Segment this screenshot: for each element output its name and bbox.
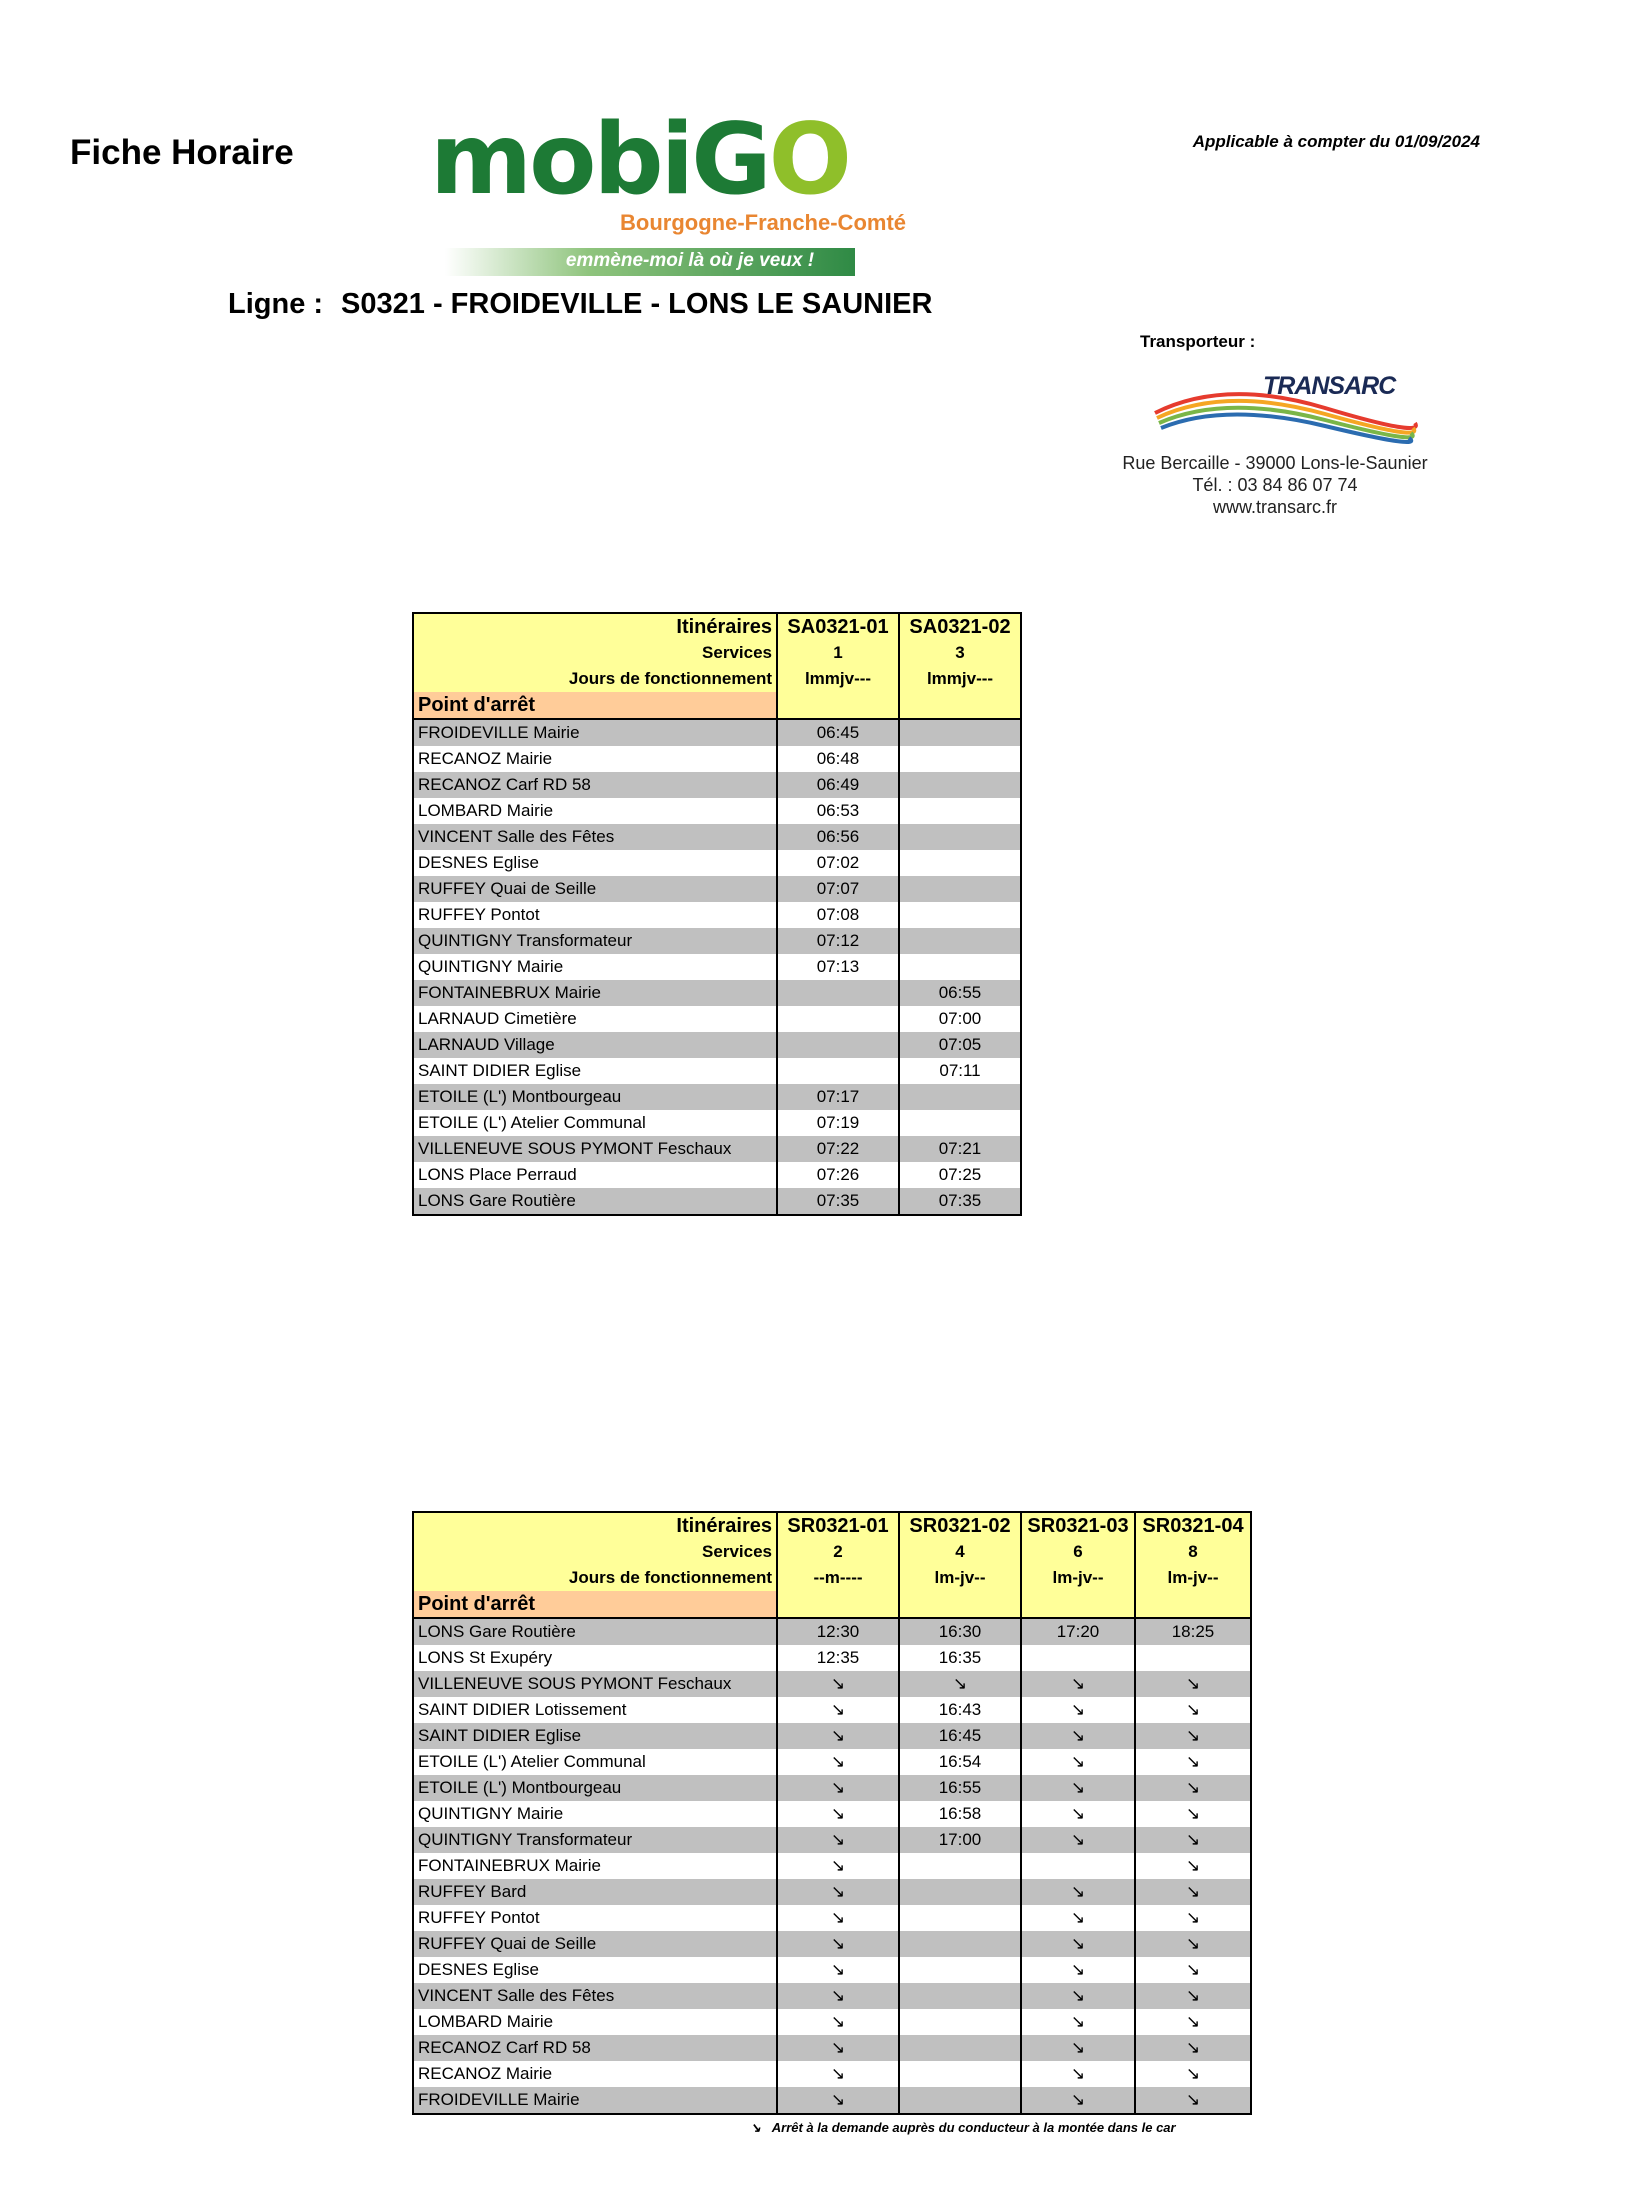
table-row <box>413 850 1021 876</box>
table-row <box>413 1957 1251 1983</box>
time-cell: ↘ <box>1021 2035 1135 2061</box>
time-cell <box>899 1853 1021 1879</box>
time-cell: ↘ <box>777 2035 899 2061</box>
header-row-itineraire <box>413 613 1021 640</box>
column-jours: lmmjv--- <box>899 666 1021 692</box>
stop-name: RUFFEY Bard <box>413 1879 777 1905</box>
stop-name: VILLENEUVE SOUS PYMONT Feschaux <box>413 1136 777 1162</box>
header-blank-cell <box>899 1591 1021 1618</box>
time-cell: 16:43 <box>899 1697 1021 1723</box>
time-cell: ↘ <box>899 1671 1021 1697</box>
time-cell: 07:05 <box>899 1032 1021 1058</box>
stop-name: QUINTIGNY Mairie <box>413 1801 777 1827</box>
time-cell: ↘ <box>777 1723 899 1749</box>
time-cell <box>899 1957 1021 1983</box>
header-blank-cell <box>899 692 1021 719</box>
line-title <box>228 288 932 321</box>
time-cell: ↘ <box>1135 1931 1251 1957</box>
stop-name: RUFFEY Quai de Seille <box>413 876 777 902</box>
time-cell: ↘ <box>777 1931 899 1957</box>
time-cell <box>899 2087 1021 2114</box>
table-row <box>413 902 1021 928</box>
stop-name: VINCENT Salle des Fêtes <box>413 1983 777 2009</box>
column-itineraire: SA0321-02 <box>899 613 1021 640</box>
time-cell: 07:25 <box>899 1162 1021 1188</box>
stop-name: ETOILE (L') Montbourgeau <box>413 1084 777 1110</box>
time-cell: 07:11 <box>899 1058 1021 1084</box>
time-cell: ↘ <box>777 1801 899 1827</box>
time-cell: 16:30 <box>899 1618 1021 1645</box>
time-cell: 12:35 <box>777 1645 899 1671</box>
table-row <box>413 1801 1251 1827</box>
legend <box>750 2120 1176 2136</box>
time-cell: ↘ <box>1135 2087 1251 2114</box>
line-label: Ligne : <box>228 288 324 320</box>
time-cell: ↘ <box>1021 1905 1135 1931</box>
time-cell: ↘ <box>1135 2009 1251 2035</box>
time-cell <box>899 798 1021 824</box>
table-row <box>413 1162 1021 1188</box>
table-row <box>413 1853 1251 1879</box>
table-row <box>413 1136 1021 1162</box>
table-row <box>413 1749 1251 1775</box>
time-cell: 16:54 <box>899 1749 1021 1775</box>
time-cell: ↘ <box>777 2009 899 2035</box>
time-cell <box>899 2009 1021 2035</box>
time-cell: ↘ <box>777 1827 899 1853</box>
stop-name: LONS Gare Routière <box>413 1188 777 1215</box>
table-row <box>413 1645 1251 1671</box>
stop-name: SAINT DIDIER Eglise <box>413 1058 777 1084</box>
column-jours: lm-jv-- <box>1021 1565 1135 1591</box>
time-cell: 07:21 <box>899 1136 1021 1162</box>
time-cell: ↘ <box>1135 1879 1251 1905</box>
column-service: 1 <box>777 640 899 666</box>
table-row <box>413 2009 1251 2035</box>
time-cell: ↘ <box>1021 1775 1135 1801</box>
header-row-jours <box>413 666 1021 692</box>
time-cell: 16:58 <box>899 1801 1021 1827</box>
time-cell: ↘ <box>1135 1983 1251 2009</box>
stop-name: SAINT DIDIER Eglise <box>413 1723 777 1749</box>
stop-name: RECANOZ Mairie <box>413 2061 777 2087</box>
time-cell: 07:22 <box>777 1136 899 1162</box>
time-cell: ↘ <box>1135 1749 1251 1775</box>
time-cell: ↘ <box>1021 1749 1135 1775</box>
time-cell: 16:35 <box>899 1645 1021 1671</box>
time-cell: ↘ <box>1135 1801 1251 1827</box>
column-jours: lm-jv-- <box>899 1565 1021 1591</box>
table-row <box>413 1618 1251 1645</box>
time-cell: ↘ <box>1135 1957 1251 1983</box>
time-cell: 07:07 <box>777 876 899 902</box>
applicable-date: Applicable à compter du 01/09/2024 <box>1192 132 1480 151</box>
header-label-service: Services <box>413 1539 777 1565</box>
column-itineraire: SR0321-04 <box>1135 1512 1251 1539</box>
time-cell: ↘ <box>1021 1957 1135 1983</box>
stop-name: ETOILE (L') Montbourgeau <box>413 1775 777 1801</box>
table-row <box>413 1032 1021 1058</box>
time-cell: ↘ <box>777 1775 899 1801</box>
stop-name: SAINT DIDIER Lotissement <box>413 1697 777 1723</box>
time-cell <box>899 772 1021 798</box>
carrier-address-block <box>1110 452 1440 518</box>
time-cell <box>777 1006 899 1032</box>
header-label-jours: Jours de fonctionnement <box>413 666 777 692</box>
time-cell <box>777 1058 899 1084</box>
header-row-jours <box>413 1565 1251 1591</box>
time-cell: ↘ <box>777 1983 899 2009</box>
time-cell <box>777 980 899 1006</box>
header-row-service <box>413 1539 1251 1565</box>
stop-name: VINCENT Salle des Fêtes <box>413 824 777 850</box>
time-cell: 07:00 <box>899 1006 1021 1032</box>
header-label-itineraire: Itinéraires <box>413 613 777 640</box>
stop-name: FROIDEVILLE Mairie <box>413 719 777 746</box>
time-cell: ↘ <box>1021 2087 1135 2114</box>
time-cell <box>899 824 1021 850</box>
header-blank-cell <box>777 1591 899 1618</box>
header-label-jours: Jours de fonctionnement <box>413 1565 777 1591</box>
header-label-point-arret: Point d'arrêt <box>413 1591 777 1618</box>
stop-name: FROIDEVILLE Mairie <box>413 2087 777 2114</box>
column-itineraire: SA0321-01 <box>777 613 899 640</box>
carrier-phone: Tél. : 03 84 86 07 74 <box>1192 475 1358 495</box>
time-cell: 16:45 <box>899 1723 1021 1749</box>
time-cell: 07:35 <box>899 1188 1021 1215</box>
time-cell: ↘ <box>777 2061 899 2087</box>
time-cell <box>899 928 1021 954</box>
time-cell: ↘ <box>1135 1827 1251 1853</box>
table-row <box>413 719 1021 746</box>
column-service: 8 <box>1135 1539 1251 1565</box>
time-cell <box>899 1983 1021 2009</box>
time-cell: ↘ <box>1135 1723 1251 1749</box>
column-jours: lmmjv--- <box>777 666 899 692</box>
time-cell: 06:45 <box>777 719 899 746</box>
time-cell <box>899 746 1021 772</box>
table-row <box>413 1697 1251 1723</box>
column-service: 6 <box>1021 1539 1135 1565</box>
time-cell <box>899 1110 1021 1136</box>
column-jours: lm-jv-- <box>1135 1565 1251 1591</box>
table-row <box>413 1931 1251 1957</box>
time-cell: ↘ <box>777 1749 899 1775</box>
time-cell: ↘ <box>1021 1723 1135 1749</box>
time-cell: 07:13 <box>777 954 899 980</box>
time-cell: ↘ <box>1021 1671 1135 1697</box>
timetable-aller <box>412 612 1022 1216</box>
stop-name: QUINTIGNY Transformateur <box>413 1827 777 1853</box>
on-demand-stop-icon: ↘ <box>750 2120 761 2135</box>
time-cell: 06:56 <box>777 824 899 850</box>
time-cell <box>899 2061 1021 2087</box>
stop-name: LONS St Exupéry <box>413 1645 777 1671</box>
table-row <box>413 1905 1251 1931</box>
carrier-website[interactable]: www.transarc.fr <box>1212 497 1338 517</box>
header-blank-cell <box>1135 1591 1251 1618</box>
time-cell <box>1135 1645 1251 1671</box>
time-cell: 07:02 <box>777 850 899 876</box>
time-cell: 06:55 <box>899 980 1021 1006</box>
time-cell <box>899 1084 1021 1110</box>
column-service: 2 <box>777 1539 899 1565</box>
mobigo-logo <box>430 103 930 280</box>
table-row <box>413 1775 1251 1801</box>
table-row <box>413 954 1021 980</box>
time-cell: 07:26 <box>777 1162 899 1188</box>
time-cell <box>899 850 1021 876</box>
time-cell: ↘ <box>1135 2061 1251 2087</box>
table-row <box>413 1723 1251 1749</box>
time-cell: 06:48 <box>777 746 899 772</box>
line-value: S0321 - FROIDEVILLE - LONS LE SAUNIER <box>341 288 933 320</box>
time-cell: ↘ <box>1021 2061 1135 2087</box>
time-cell: ↘ <box>1021 1697 1135 1723</box>
table-row <box>413 1983 1251 2009</box>
stop-name: DESNES Eglise <box>413 850 777 876</box>
column-jours: --m---- <box>777 1565 899 1591</box>
column-service: 4 <box>899 1539 1021 1565</box>
stop-name: FONTAINEBRUX Mairie <box>413 1853 777 1879</box>
table-row <box>413 824 1021 850</box>
time-cell <box>777 1032 899 1058</box>
time-cell: 07:08 <box>777 902 899 928</box>
time-cell: 06:53 <box>777 798 899 824</box>
time-cell: ↘ <box>1021 1827 1135 1853</box>
time-cell: ↘ <box>1021 2009 1135 2035</box>
column-itineraire: SR0321-03 <box>1021 1512 1135 1539</box>
time-cell: ↘ <box>777 1879 899 1905</box>
time-cell: 12:30 <box>777 1618 899 1645</box>
carrier-label: Transporteur : <box>1140 332 1256 351</box>
time-cell <box>899 719 1021 746</box>
stop-name: LONS Gare Routière <box>413 1618 777 1645</box>
table-row <box>413 798 1021 824</box>
stop-name: DESNES Eglise <box>413 1957 777 1983</box>
time-cell: ↘ <box>777 1957 899 1983</box>
header-row-service <box>413 640 1021 666</box>
stop-name: ETOILE (L') Atelier Communal <box>413 1110 777 1136</box>
legend-text: Arrêt à la demande auprès du conducteur à la montée dans le car <box>771 2120 1176 2135</box>
time-cell <box>899 1931 1021 1957</box>
stop-name: QUINTIGNY Mairie <box>413 954 777 980</box>
time-cell: 18:25 <box>1135 1618 1251 1645</box>
mobigo-wordmark: mobiGO <box>430 103 849 217</box>
table-row <box>413 746 1021 772</box>
header-label-itineraire: Itinéraires <box>413 1512 777 1539</box>
table-row <box>413 876 1021 902</box>
time-cell <box>899 1905 1021 1931</box>
time-cell <box>899 1879 1021 1905</box>
time-cell: ↘ <box>1021 1879 1135 1905</box>
table-row <box>413 1084 1021 1110</box>
carrier-name: TRANSARC <box>1263 372 1396 400</box>
time-cell: 07:17 <box>777 1084 899 1110</box>
column-itineraire: SR0321-02 <box>899 1512 1021 1539</box>
time-cell: ↘ <box>1135 1697 1251 1723</box>
time-cell: ↘ <box>777 1671 899 1697</box>
table-row <box>413 2035 1251 2061</box>
time-cell: 06:49 <box>777 772 899 798</box>
stop-name: LONS Place Perraud <box>413 1162 777 1188</box>
time-cell: ↘ <box>777 1697 899 1723</box>
table-row <box>413 1827 1251 1853</box>
table-row <box>413 2087 1251 2114</box>
table-row <box>413 980 1021 1006</box>
time-cell <box>899 2035 1021 2061</box>
time-cell <box>1021 1853 1135 1879</box>
logo-region: Bourgogne-Franche-Comté <box>620 210 906 235</box>
timetable-retour <box>412 1511 1252 2115</box>
stop-name: RUFFEY Quai de Seille <box>413 1931 777 1957</box>
header-blank-cell <box>777 692 899 719</box>
carrier-address: Rue Bercaille - 39000 Lons-le-Saunier <box>1122 453 1428 473</box>
stop-name: QUINTIGNY Transformateur <box>413 928 777 954</box>
stop-name: LARNAUD Village <box>413 1032 777 1058</box>
time-cell: ↘ <box>777 1905 899 1931</box>
stop-name: LOMBARD Mairie <box>413 2009 777 2035</box>
column-itineraire: SR0321-01 <box>777 1512 899 1539</box>
page-title: Fiche Horaire <box>70 133 294 172</box>
time-cell <box>899 954 1021 980</box>
header-row-point-arret <box>413 692 1021 719</box>
header-row-itineraire <box>413 1512 1251 1539</box>
stop-name: ETOILE (L') Atelier Communal <box>413 1749 777 1775</box>
time-cell: ↘ <box>1021 1801 1135 1827</box>
time-cell: ↘ <box>1135 1853 1251 1879</box>
logo-slogan: emmène-moi là où je veux ! <box>565 250 815 271</box>
time-cell <box>899 876 1021 902</box>
time-cell: 07:12 <box>777 928 899 954</box>
time-cell: ↘ <box>1021 1931 1135 1957</box>
table-row <box>413 1879 1251 1905</box>
stop-name: VILLENEUVE SOUS PYMONT Feschaux <box>413 1671 777 1697</box>
time-cell: ↘ <box>777 2087 899 2114</box>
stop-name: RECANOZ Carf RD 58 <box>413 772 777 798</box>
header-blank-cell <box>1021 1591 1135 1618</box>
time-cell: ↘ <box>1135 2035 1251 2061</box>
time-cell <box>1021 1645 1135 1671</box>
stop-name: RECANOZ Mairie <box>413 746 777 772</box>
header-label-service: Services <box>413 640 777 666</box>
table-row <box>413 1671 1251 1697</box>
time-cell: ↘ <box>1135 1905 1251 1931</box>
time-cell: ↘ <box>777 1853 899 1879</box>
time-cell: 17:00 <box>899 1827 1021 1853</box>
time-cell: ↘ <box>1135 1671 1251 1697</box>
header-label-point-arret: Point d'arrêt <box>413 692 777 719</box>
table-row <box>413 1110 1021 1136</box>
table-row <box>413 772 1021 798</box>
stop-name: FONTAINEBRUX Mairie <box>413 980 777 1006</box>
table-row <box>413 1006 1021 1032</box>
stop-name: RUFFEY Pontot <box>413 902 777 928</box>
time-cell: 07:19 <box>777 1110 899 1136</box>
table-row <box>413 1058 1021 1084</box>
stop-name: LOMBARD Mairie <box>413 798 777 824</box>
transarc-logo <box>1145 368 1425 448</box>
stop-name: RUFFEY Pontot <box>413 1905 777 1931</box>
time-cell: 16:55 <box>899 1775 1021 1801</box>
table-row <box>413 2061 1251 2087</box>
stop-name: RECANOZ Carf RD 58 <box>413 2035 777 2061</box>
table-row <box>413 1188 1021 1215</box>
column-service: 3 <box>899 640 1021 666</box>
header-row-point-arret <box>413 1591 1251 1618</box>
time-cell: 17:20 <box>1021 1618 1135 1645</box>
time-cell: ↘ <box>1135 1775 1251 1801</box>
time-cell: ↘ <box>1021 1983 1135 2009</box>
time-cell <box>899 902 1021 928</box>
table-row <box>413 928 1021 954</box>
stop-name: LARNAUD Cimetière <box>413 1006 777 1032</box>
time-cell: 07:35 <box>777 1188 899 1215</box>
